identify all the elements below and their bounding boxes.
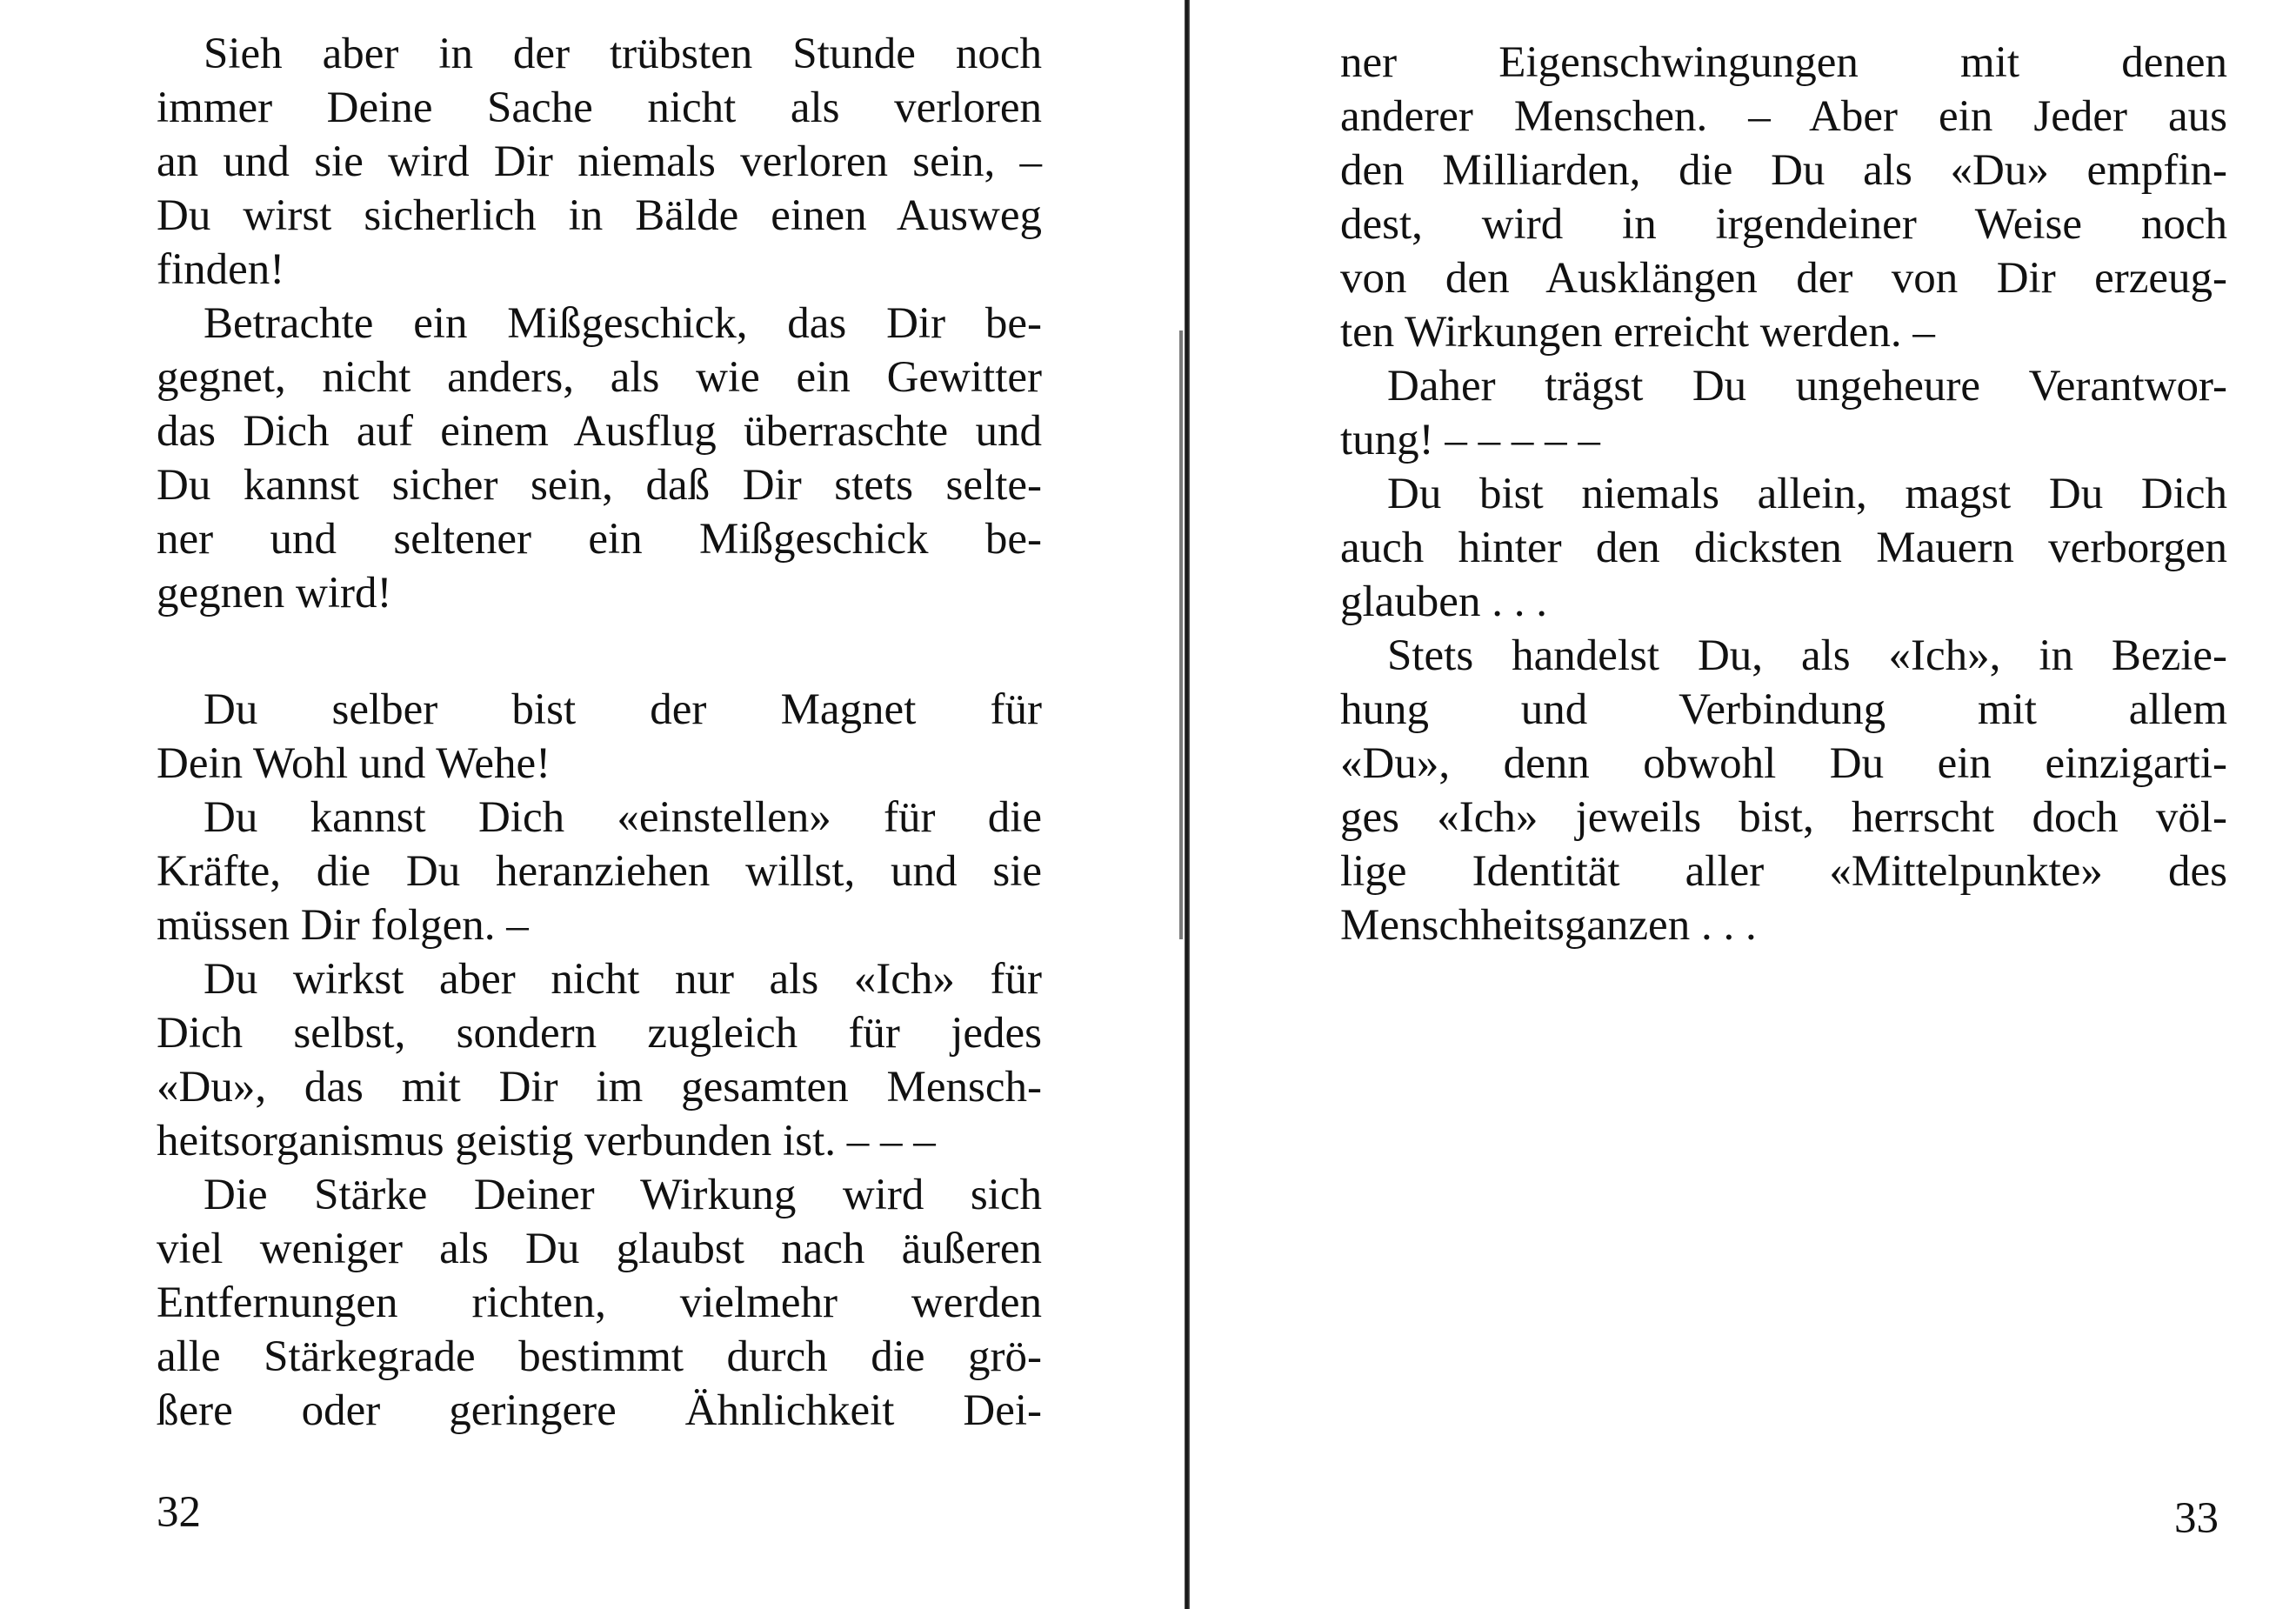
text-line: ges «Ich» jeweils bist, herrscht doch völ- xyxy=(1340,793,2227,842)
page-number-right: 33 xyxy=(2174,1494,2219,1543)
text-line: von den Ausklängen der von Dir erzeug- xyxy=(1340,254,2227,303)
page-number-left: 32 xyxy=(157,1488,201,1537)
text-line: an und sie wird Dir niemals verloren sein, – xyxy=(157,137,1042,186)
text-line: Betrachte ein Mißgeschick, das Dir be- xyxy=(204,299,1042,348)
text-line: den Milliarden, die Du als «Du» empfin- xyxy=(1340,146,2227,195)
binding-shadow xyxy=(1179,330,1183,939)
text-line: gegnen wird! xyxy=(157,569,392,618)
text-line: hung und Verbindung mit allem xyxy=(1340,685,2227,734)
text-line: gegnet, nicht anders, als wie ein Gewitter xyxy=(157,353,1042,402)
text-line: viel weniger als Du glaubst nach äußeren xyxy=(157,1225,1042,1273)
text-line: das Dich auf einem Ausflug überraschte und xyxy=(157,407,1042,456)
text-line: Die Stärke Deiner Wirkung wird sich xyxy=(204,1171,1042,1219)
text-line: heitsorganismus geistig verbunden ist. – – – xyxy=(157,1117,936,1165)
text-line: ßere oder geringere Ähnlichkeit Dei- xyxy=(157,1386,1042,1435)
text-line: glauben . . . xyxy=(1340,578,1547,626)
text-line: ner und seltener ein Mißgeschick be- xyxy=(157,515,1042,564)
text-line: dest, wird in irgendeiner Weise noch xyxy=(1340,200,2227,249)
text-line: Du wirkst aber nicht nur als «Ich» für xyxy=(204,955,1042,1004)
text-line: alle Stärkegrade bestimmt durch die grö- xyxy=(157,1332,1042,1381)
text-line: ten Wirkungen erreicht werden. – xyxy=(1340,308,1935,357)
text-line: Daher trägst Du ungeheure Verantwor- xyxy=(1387,362,2227,411)
text-line: Sieh aber in der trübsten Stunde noch xyxy=(204,30,1042,78)
text-line: Du bist niemals allein, magst Du Dich xyxy=(1387,470,2227,518)
text-line: Entfernungen richten, vielmehr werden xyxy=(157,1279,1042,1327)
right-page xyxy=(1200,0,2296,1609)
text-line: auch hinter den dicksten Mauern verborgen xyxy=(1340,524,2227,572)
text-line: tung! – – – – – xyxy=(1340,416,1600,464)
text-line: Du kannst sicher sein, daß Dir stets selte- xyxy=(157,461,1042,510)
text-line: Stets handelst Du, als «Ich», in Bezie- xyxy=(1387,631,2227,680)
text-line: immer Deine Sache nicht als verloren xyxy=(157,83,1042,132)
text-line: müssen Dir folgen. – xyxy=(157,901,529,950)
text-line: Du kannst Dich «einstellen» für die xyxy=(204,793,1042,842)
text-line: «Du», das mit Dir im gesamten Mensch- xyxy=(157,1063,1042,1112)
text-line: Menschheitsganzen . . . xyxy=(1340,901,1757,950)
text-line: anderer Menschen. – Aber ein Jeder aus xyxy=(1340,92,2227,141)
text-line: Du wirst sicherlich in Bälde einen Ausweg xyxy=(157,191,1042,240)
book-gutter xyxy=(1185,0,1190,1609)
text-line: Dein Wohl und Wehe! xyxy=(157,739,551,788)
text-line: lige Identität aller «Mittelpunkte» des xyxy=(1340,847,2227,896)
text-line: ner Eigenschwingungen mit denen xyxy=(1340,38,2227,87)
text-line: Dich selbst, sondern zugleich für jedes xyxy=(157,1009,1042,1058)
text-line: Du selber bist der Magnet für xyxy=(204,685,1042,734)
text-line: «Du», denn obwohl Du ein einzigarti- xyxy=(1340,739,2227,788)
text-line: Kräfte, die Du heranziehen willst, und sie xyxy=(157,847,1042,896)
text-line: finden! xyxy=(157,245,285,294)
